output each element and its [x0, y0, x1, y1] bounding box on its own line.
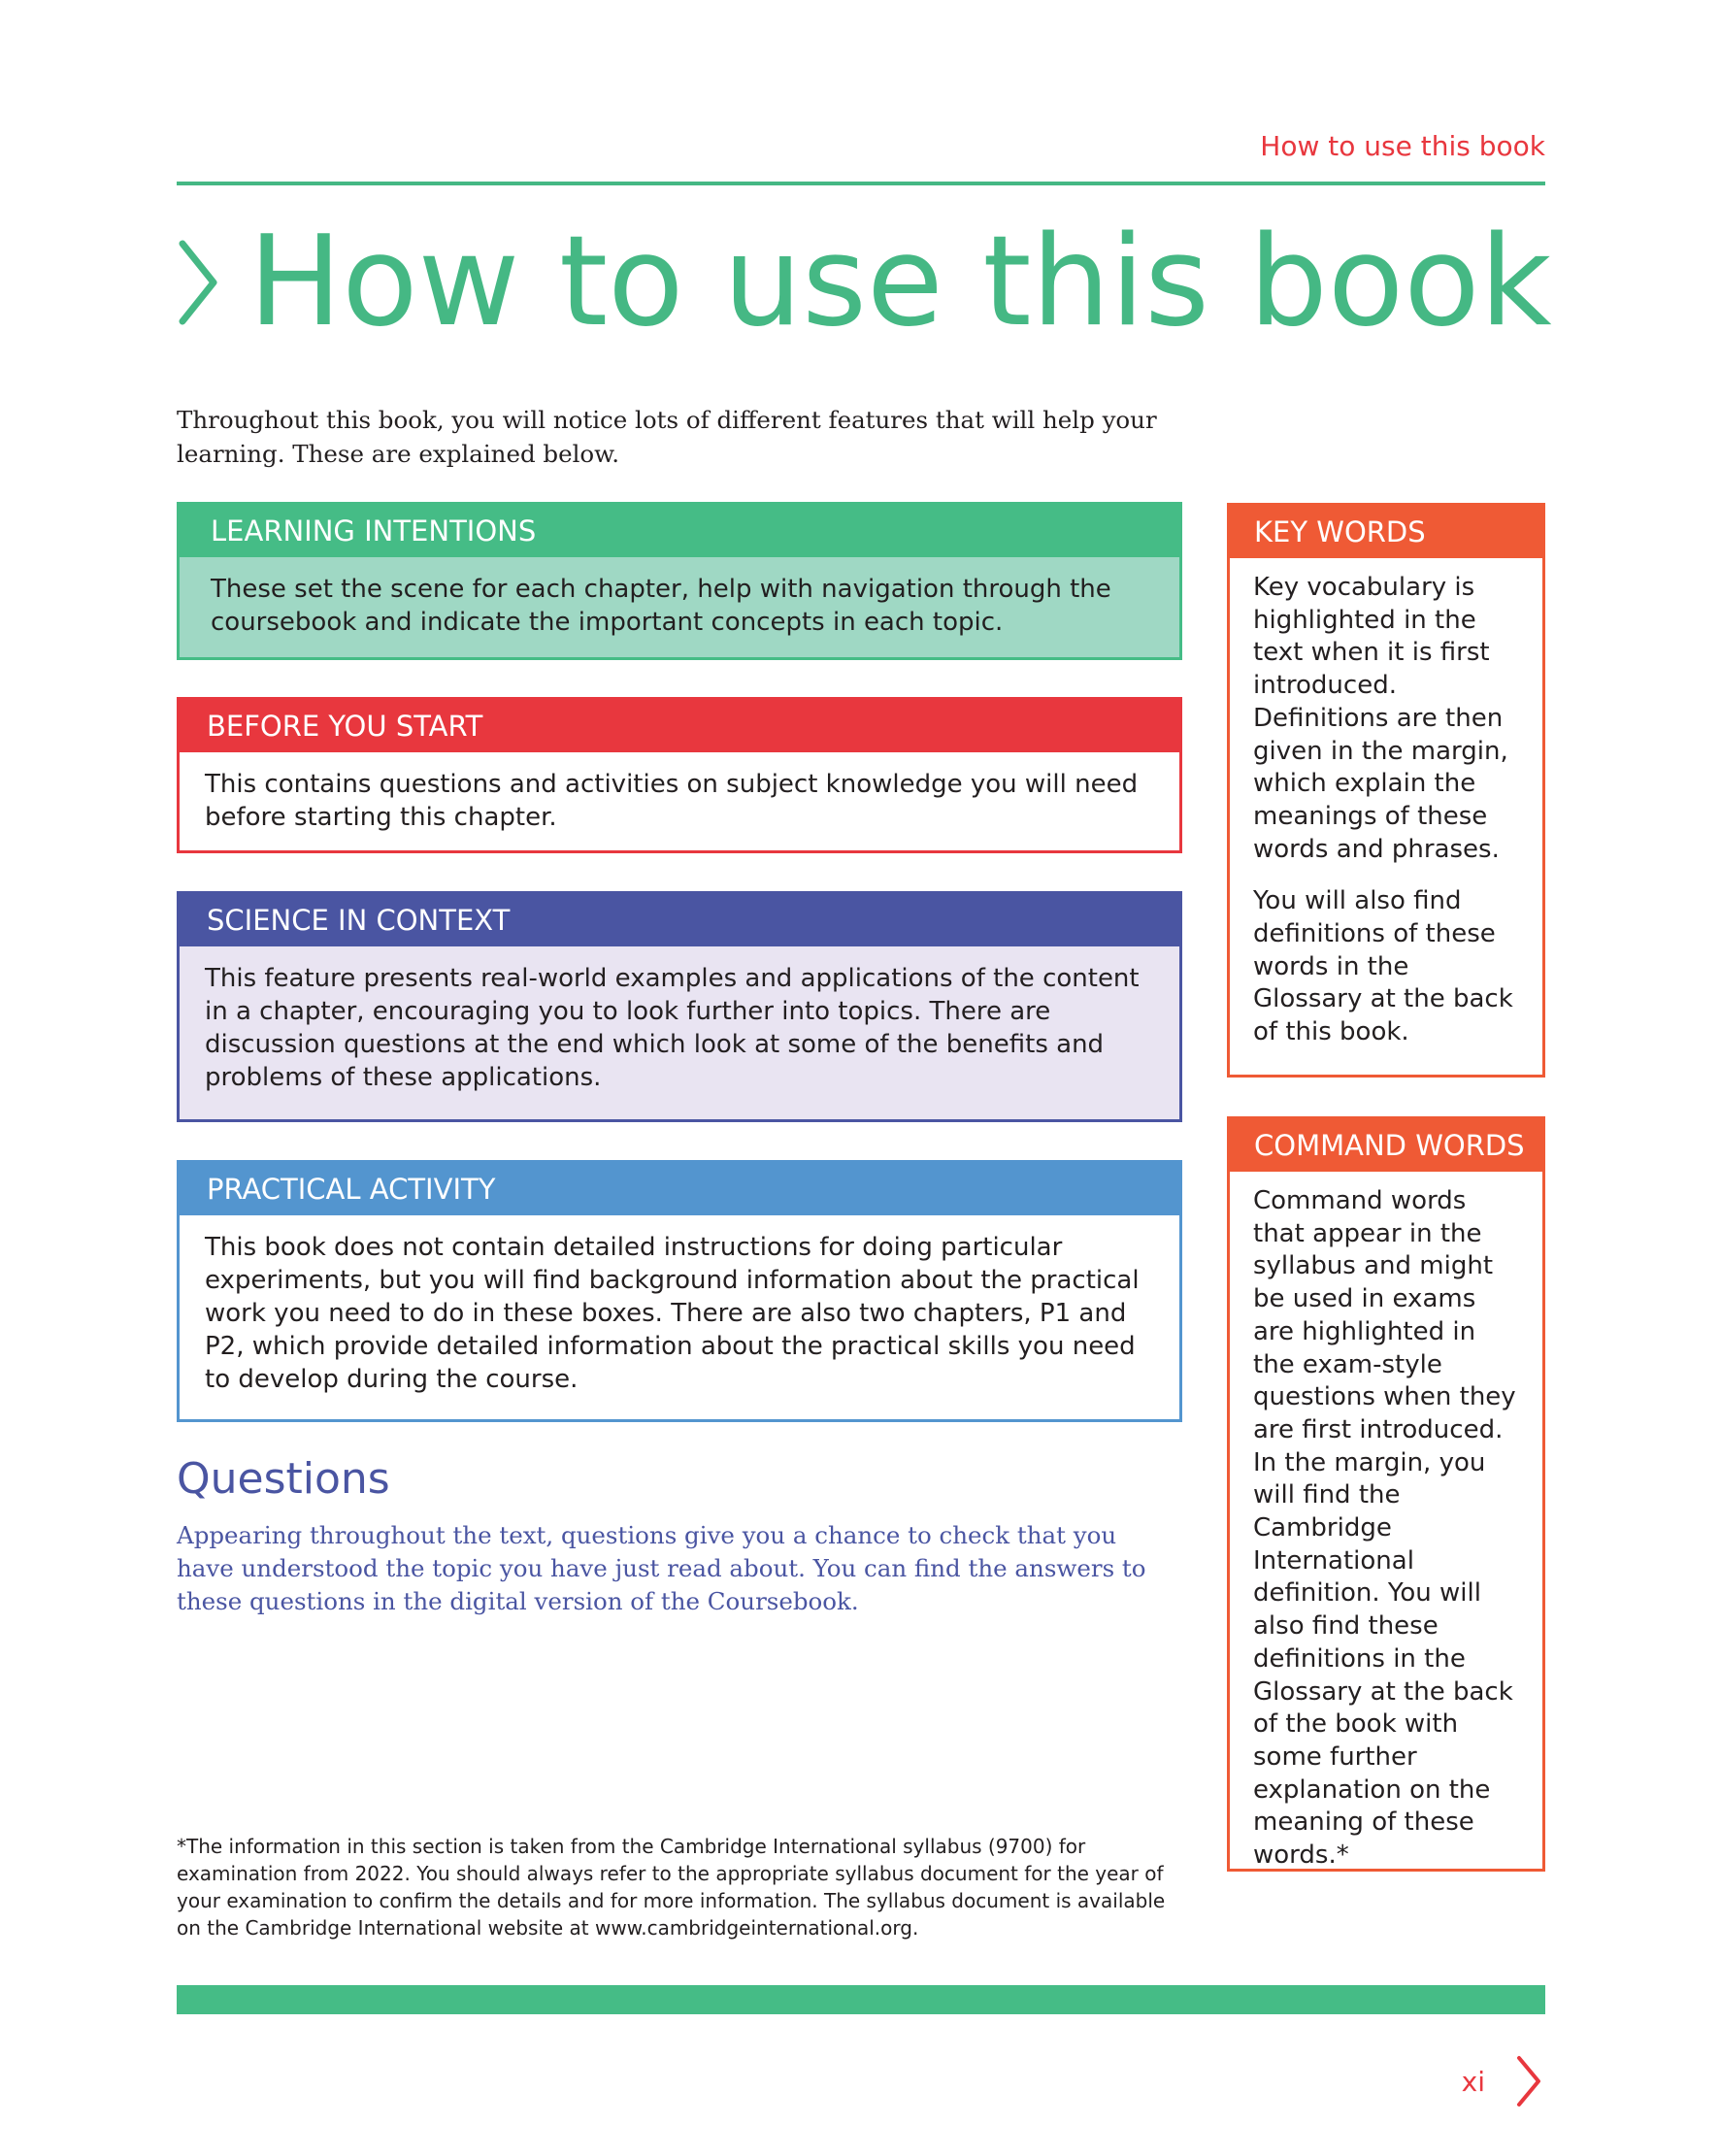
key-words-heading: KEY WORDS	[1230, 506, 1542, 558]
key-words-paragraph-2: You will also find definitions of these words in the Glossary at the back of this book.	[1253, 886, 1513, 1047]
chevron-right-icon	[177, 238, 219, 327]
command-words-heading: COMMAND WORDS	[1230, 1119, 1542, 1172]
learning-intentions-heading: LEARNING INTENTIONS	[180, 505, 1179, 557]
key-words-paragraph-1: Key vocabulary is highlighted in the text when it is first introduced. Definitions are then given in the margin, which explain the meanings of these words and phrases.	[1253, 573, 1508, 864]
page-number: xi	[1461, 2066, 1485, 2098]
bottom-bar	[177, 1985, 1545, 2014]
science-in-context-heading: SCIENCE IN CONTEXT	[180, 894, 1179, 946]
practical-activity-text: This book does not contain detailed instructions for doing particular experiments, but you will find background information about the practical work you need to do in these boxes. There are also two chapters, P1 and P2, which provide detailed information about the practical skills you need to develop during the course.	[205, 1233, 1140, 1394]
questions-text: Appearing throughout the text, questions give you a chance to check that you have understood the topic you have just read about. You can find the answers to these questions in the digital version of the Coursebook.	[177, 1521, 1146, 1615]
learning-intentions-box	[177, 502, 1182, 660]
top-rule	[177, 182, 1545, 185]
learning-intentions-text: These set the scene for each chapter, help with navigation through the coursebook and indicate the important concepts in each topic.	[211, 575, 1111, 637]
command-words-text: Command words that appear in the syllabus and might be used in exams are highlighted in the exam-style questions when they are first introduced. In the margin, you will find the Cambridge International definition. You will also find these definitions in the Glossary at the back of the book with some further explanation on the meaning of these words.*	[1253, 1186, 1516, 1871]
running-head: How to use this book	[1260, 130, 1545, 162]
page-title: How to use this book	[248, 210, 1552, 354]
before-you-start-text: This contains questions and activities on subject knowledge you will need before starting this chapter.	[205, 770, 1139, 832]
questions-heading: Questions	[177, 1454, 390, 1504]
before-you-start-heading: BEFORE YOU START	[180, 700, 1179, 752]
page-title-row	[177, 210, 1552, 355]
chevron-right-icon[interactable]	[1514, 2054, 1543, 2108]
before-you-start-box	[177, 697, 1182, 853]
practical-activity-heading: PRACTICAL ACTIVITY	[180, 1163, 1179, 1215]
science-in-context-box	[177, 891, 1182, 1122]
command-words-box	[1227, 1116, 1545, 1872]
key-words-box	[1227, 503, 1545, 1078]
science-in-context-text: This feature presents real-world examples and applications of the content in a chapter, encouraging you to look further into topics. There are discussion questions at the end which look at some of the benefits and problems of these applications.	[205, 964, 1140, 1092]
footnote: *The information in this section is taken from the Cambridge International syllabus (9700) for examination from 2022. You should always refer to the appropriate syllabus document for the year of your examination to confirm the details and for more information. The syllabus document is available on the Cambridge International website at www.cambridgeinternational.org.	[177, 1835, 1166, 1940]
intro-text: Throughout this book, you will notice lots of different features that will help your learning. These are explained below.	[177, 406, 1157, 468]
key-words-body	[1230, 558, 1542, 1049]
practical-activity-box	[177, 1160, 1182, 1422]
